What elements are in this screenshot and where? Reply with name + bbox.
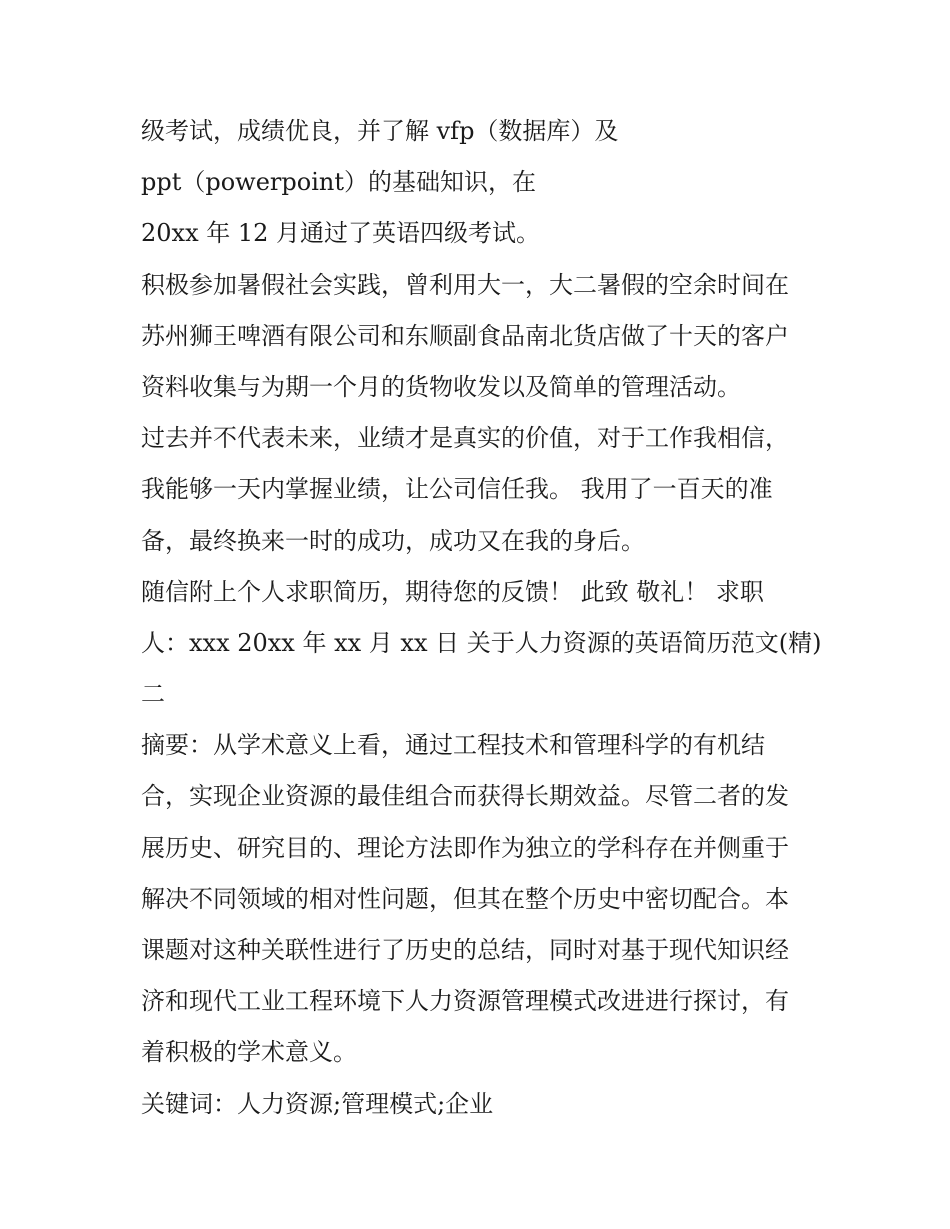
text-line: 合，实现企业资源的最佳组合而获得长期效益。尽管二者的发 — [141, 782, 789, 811]
text-line: 苏州狮王啤酒有限公司和东顺副食品南北货店做了十天的客户 — [141, 321, 789, 350]
text-line: 20xx 年 12 月通过了英语四级考试。 — [141, 219, 541, 248]
text-line: 备，最终换来一时的成功，成功又在我的身后。 — [141, 526, 645, 555]
text-line: 关键词：人力资源;管理模式;企业 — [141, 1089, 494, 1118]
text-line: 展历史、研究目的、理论方法即作为独立的学科存在并侧重于 — [141, 833, 789, 862]
text-line: 随信附上个人求职简历，期待您的反馈！ 此致 敬礼！ 求职 — [141, 577, 764, 606]
document-body — [141, 106, 821, 1130]
text-line: 着积极的学术意义。 — [141, 1038, 357, 1067]
text-line: ppt（powerpoint）的基础知识，在 — [141, 168, 536, 197]
text-line: 二 — [141, 680, 165, 709]
text-line: 课题对这种关联性进行了历史的总结，同时对基于现代知识经 — [141, 936, 789, 964]
text-line: 解决不同领域的相对性问题，但其在整个历史中密切配合。本 — [141, 884, 789, 913]
text-line: 摘要：从学术意义上看，通过工程技术和管理科学的有机结 — [141, 731, 765, 760]
text-line: 过去并不代表未来，业绩才是真实的价值，对于工作我相信， — [141, 424, 789, 453]
text-line: 资料收集与为期一个月的货物收发以及简单的管理活动。 — [141, 372, 741, 401]
text-line: 积极参加暑假社会实践，曾利用大一，大二暑假的空余时间在 — [141, 270, 789, 299]
text-line: 济和现代工业工程环境下人力资源管理模式改进进行探讨，有 — [141, 987, 789, 1016]
text-line: 人：xxx 20xx 年 xx 月 xx 日 关于人力资源的英语简历范文(精) — [141, 628, 822, 657]
text-line: 级考试，成绩优良，并了解 vfp（数据库）及 — [141, 117, 619, 145]
text-line: 我能够一天内掌握业绩，让公司信任我。 我用了一百天的准 — [141, 475, 773, 504]
